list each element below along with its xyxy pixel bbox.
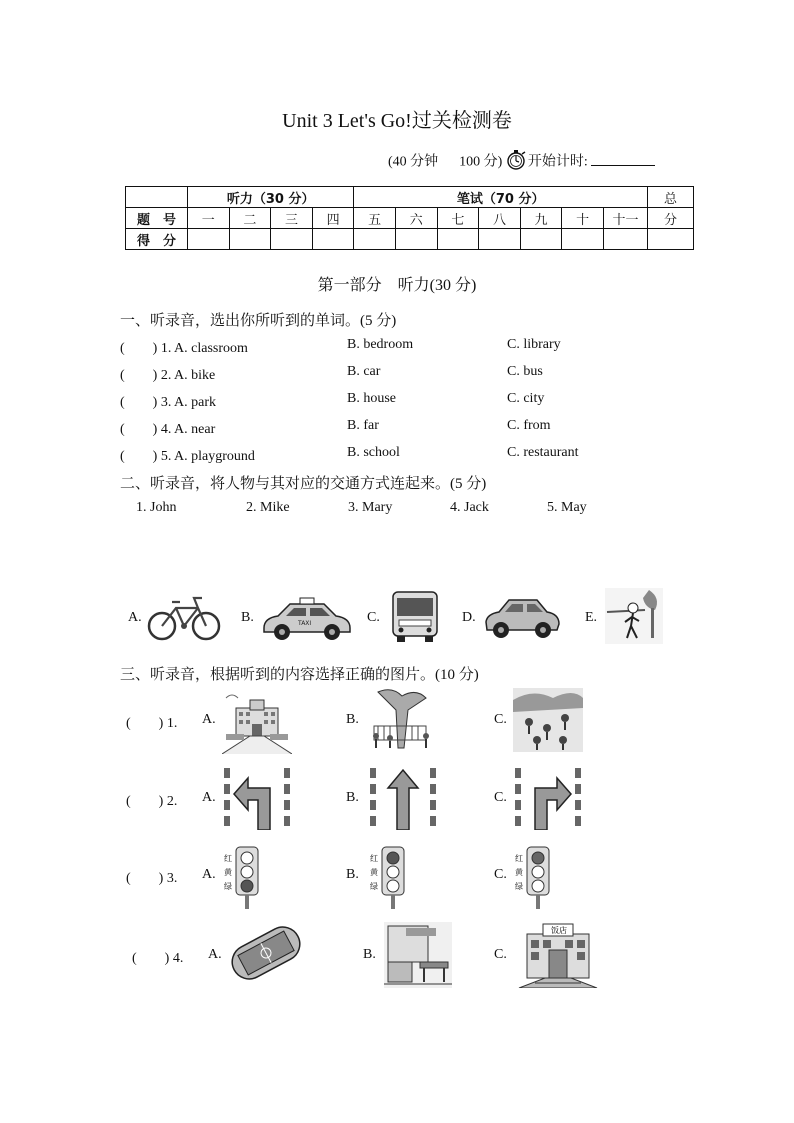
question-row: ( ) 4. A. B. C. xyxy=(132,947,507,966)
row-label-number: 题 号 xyxy=(126,208,188,229)
option-label: C. xyxy=(367,610,380,625)
section2-heading: 二、听录音，将人物与其对应的交通方式连起来。(5 分) xyxy=(120,476,487,492)
svg-text:红: 红 xyxy=(515,854,523,863)
writing-header: 笔试（70 分） xyxy=(354,187,648,208)
score-cell[interactable] xyxy=(188,229,230,250)
car-icon xyxy=(483,592,561,647)
name-item: 2. Mike xyxy=(246,500,290,515)
svg-text:红: 红 xyxy=(370,854,378,863)
listening-header: 听力（30 分） xyxy=(188,187,354,208)
name-list xyxy=(0,500,794,520)
svg-text:黄: 黄 xyxy=(370,868,378,877)
question-row: ( ) 1. A. B. C. xyxy=(126,712,507,731)
col-number: 五 xyxy=(354,208,396,229)
classroom-icon xyxy=(384,922,452,993)
col-number: 二 xyxy=(229,208,271,229)
total-header-2: 分 xyxy=(648,208,694,229)
svg-text:红: 红 xyxy=(224,854,232,863)
park-trees-icon xyxy=(368,688,434,757)
option-label: B. xyxy=(241,610,254,625)
turn-right-arrow-icon xyxy=(513,766,583,835)
col-number: 一 xyxy=(188,208,230,229)
go-straight-arrow-icon xyxy=(368,766,438,835)
page-title: Unit 3 Let's Go!过关检测卷 xyxy=(282,110,512,132)
option-label: D. xyxy=(462,610,476,625)
score-cell[interactable] xyxy=(437,229,479,250)
traffic-light-red-icon xyxy=(368,843,412,914)
col-number: 四 xyxy=(312,208,354,229)
name-item: 4. Jack xyxy=(450,500,489,515)
question-row: ( ) 2. A. B. C. xyxy=(126,790,507,809)
playground-kids-icon xyxy=(513,688,583,757)
col-number: 九 xyxy=(520,208,562,229)
bicycle-icon xyxy=(146,592,222,647)
score-cell[interactable] xyxy=(603,229,647,250)
svg-text:绿: 绿 xyxy=(224,882,232,891)
name-item: 5. May xyxy=(547,500,587,515)
col-number: 十 xyxy=(562,208,604,229)
score-cell[interactable] xyxy=(479,229,521,250)
name-item: 3. Mary xyxy=(348,500,393,515)
col-number: 十一 xyxy=(603,208,647,229)
score-cell[interactable] xyxy=(229,229,271,250)
stopwatch-icon xyxy=(506,150,528,175)
section1-heading: 一、听录音，选出你所听到的单词。(5 分) xyxy=(120,313,397,329)
total-score: 100 分) xyxy=(459,154,503,170)
score-table xyxy=(125,186,694,250)
svg-text:绿: 绿 xyxy=(515,882,523,891)
col-number: 八 xyxy=(479,208,521,229)
taxi-icon xyxy=(260,594,354,647)
school-building-icon xyxy=(222,690,292,759)
total-header: 总 xyxy=(648,187,694,208)
name-item: 1. John xyxy=(136,500,177,515)
start-time-blank[interactable] xyxy=(591,153,655,166)
col-number: 六 xyxy=(395,208,437,229)
traffic-light-green-icon xyxy=(222,843,266,914)
option-label: A. xyxy=(128,610,142,625)
question-row: ( ) 3. A. B. C. xyxy=(126,867,507,886)
section3-heading: 三、听录音，根据听到的内容选择正确的图片。(10 分) xyxy=(120,667,479,683)
score-cell[interactable] xyxy=(354,229,396,250)
restaurant-building-icon xyxy=(515,920,601,993)
svg-text:黄: 黄 xyxy=(515,868,523,877)
col-number: 三 xyxy=(271,208,313,229)
restaurant-sign: 饭店 xyxy=(551,926,567,935)
part-title: 第一部分 听力(30 分) xyxy=(317,277,477,294)
exam-meta xyxy=(388,150,655,175)
time-limit: (40 分钟 xyxy=(388,154,439,170)
walking-girl-icon xyxy=(605,588,663,649)
score-cell[interactable] xyxy=(648,229,694,250)
taxi-sign: TAXI xyxy=(298,620,312,627)
svg-text:黄: 黄 xyxy=(224,868,232,877)
score-cell[interactable] xyxy=(395,229,437,250)
svg-text:绿: 绿 xyxy=(370,882,378,891)
score-cell[interactable] xyxy=(562,229,604,250)
sports-field-icon xyxy=(226,920,306,991)
score-cell[interactable] xyxy=(271,229,313,250)
bus-icon xyxy=(389,590,441,649)
score-cell[interactable] xyxy=(312,229,354,250)
traffic-light-red-icon xyxy=(513,843,557,914)
row-label-score: 得 分 xyxy=(126,229,188,250)
col-number: 七 xyxy=(437,208,479,229)
score-cell[interactable] xyxy=(520,229,562,250)
turn-left-arrow-icon xyxy=(222,766,292,835)
option-label: E. xyxy=(585,610,598,625)
start-time-label: 开始计时: xyxy=(527,154,588,170)
